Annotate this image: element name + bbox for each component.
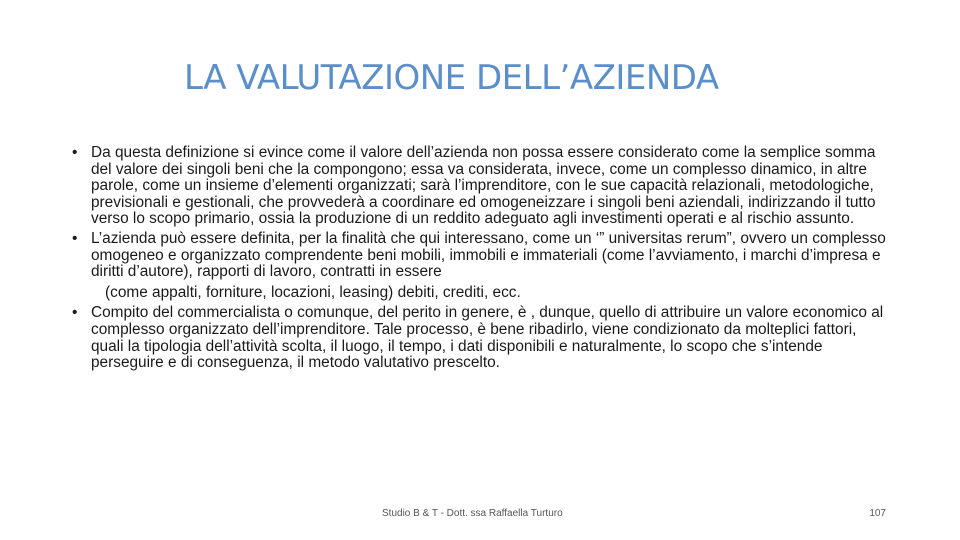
slide-body (72, 145, 892, 375)
page-number: 107 (869, 508, 886, 519)
bullet-paragraph-2 (72, 231, 892, 281)
paragraph-2-continuation: (come appalti, forniture, locazioni, leasing) debiti, crediti, ecc. (105, 283, 521, 301)
bullet-icon: • (72, 229, 78, 247)
footer-text: Studio B & T - Dott. ssa Raffaella Turturo (382, 508, 563, 519)
paragraph-2-text: L’azienda può essere definita, per la finalità che qui interessano, come un ‘” universitas rerum”, ovvero un complesso omogeneo e organizzato comprendente beni mobili, immobili e immateriali (come l’avviamento, i marchi d’impresa e diritti d’autore), rapporti di lavoro, contratti in essere (91, 229, 886, 281)
paragraph-1-text: Da questa definizione si evince come il valore dell’azienda non possa essere considerato come la semplice somma del valore dei singoli beni che la compongono; essa va considerata, invece, come un complesso dinamico, in altre parole, come un insieme d’elementi organizzati; sarà l’imprenditore, con le sue capacità relazionali, metodologiche, previsionali e gestionali, che provvederà a coordinare ed omogeneizzare i singoli beni aziendali, indirizzando il tutto verso lo scopo primario, ossia la produzione di un reddito adeguato agli investimenti operati e al rischio assunto. (91, 144, 876, 228)
bullet-icon: • (72, 144, 78, 161)
bullet-icon: • (72, 304, 78, 322)
slide-title: LA VALUTAZIONE DELL’AZIENDA (184, 58, 719, 98)
paragraph-3-text: Compito del commercialista o comunque, del perito in genere, è , dunque, quello di attribuire un valore economico al complesso organizzato dell’imprenditore. Tale processo, è bene ribadirlo, viene condizionato da molteplici fattori, quali la tipologia dell’attività scolta, il luogo, il tempo, i dati disponibili e naturalmente, lo scopo che s’intende perseguire e di conseguenza, il metodo valutativo prescelto. (91, 304, 884, 372)
bullet-paragraph-3 (72, 305, 892, 371)
bullet-paragraph-1 (72, 145, 892, 228)
